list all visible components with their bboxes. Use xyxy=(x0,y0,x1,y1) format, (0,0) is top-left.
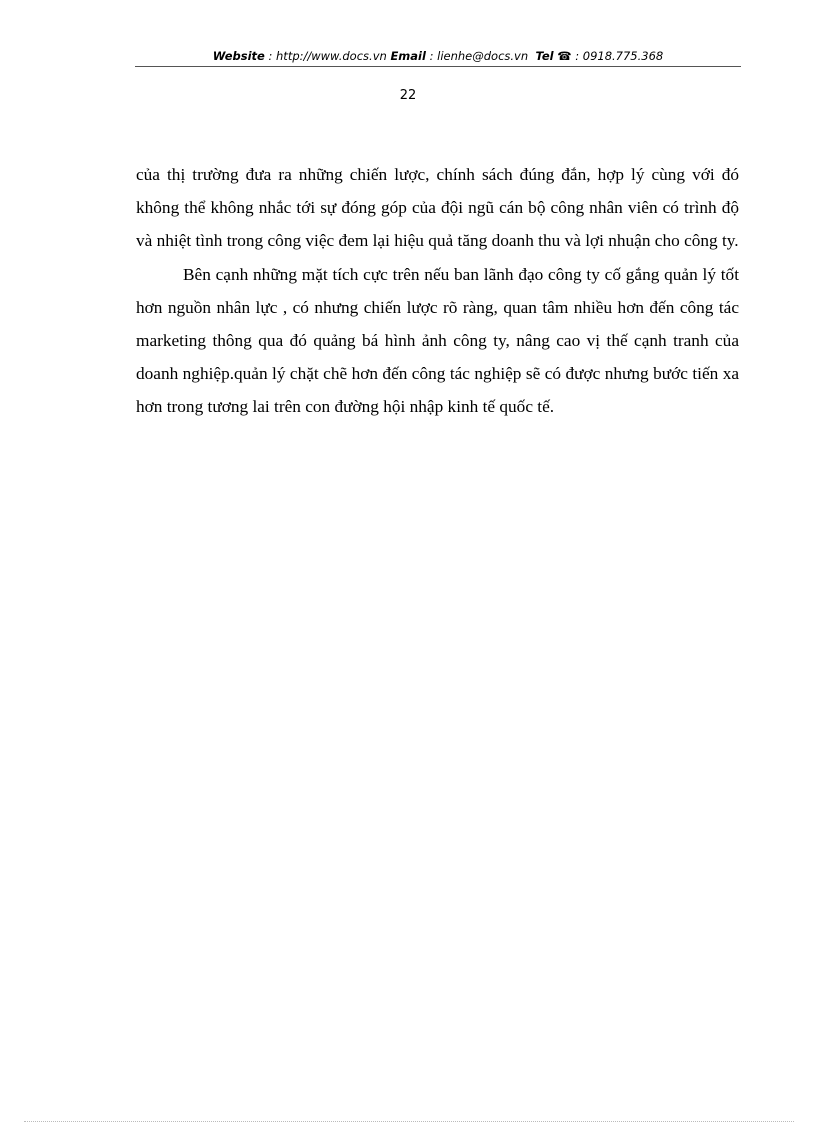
tel-number: 0918.775.368 xyxy=(582,49,664,63)
page-number: 22 xyxy=(399,88,417,103)
website-label: Website xyxy=(212,49,265,63)
email-separator: : xyxy=(425,49,438,63)
tel-label: Tel xyxy=(535,49,554,63)
tel-separator: : xyxy=(571,49,583,63)
phone-icon: ☎ xyxy=(557,49,572,63)
email-address[interactable]: lienhe@docs.vn xyxy=(437,49,529,63)
page-header xyxy=(135,46,741,66)
page-bottom-border xyxy=(24,1121,794,1122)
website-separator: : xyxy=(264,49,277,63)
paragraph-2: Bên cạnh những mặt tích cực trên nếu ban lãnh đạo công ty cố gắng quản lý tốt hơn nguồn nhân lực , có nhưng chiến lược rõ ràng, quan tâm nhiều hơn đến công tác marketing thông qua đó quảng bá hình ảnh công ty, nâng cao vị thế cạnh tranh của doanh nghiệp.quản lý chặt chẽ hơn đến công tác nghiệp sẽ có được nhưng bước tiến xa hơn trong tương lai trên con đường hội nhập kinh tế quốc tế. xyxy=(136,265,739,416)
body-text xyxy=(136,158,739,423)
paragraph-1: của thị trường đưa ra những chiến lược, chính sách đúng đắn, hợp lý cùng với đó không thể không nhắc tới sự đóng góp của đội ngũ cán bộ công nhân viên có trình độ và nhiệt tình trong công việc đem lại hiệu quả tăng doanh thu và lợi nhuận cho công ty. xyxy=(136,165,739,250)
header-divider xyxy=(135,66,741,67)
email-label: Email xyxy=(390,49,426,63)
website-url[interactable]: http://www.docs.vn xyxy=(276,49,387,63)
